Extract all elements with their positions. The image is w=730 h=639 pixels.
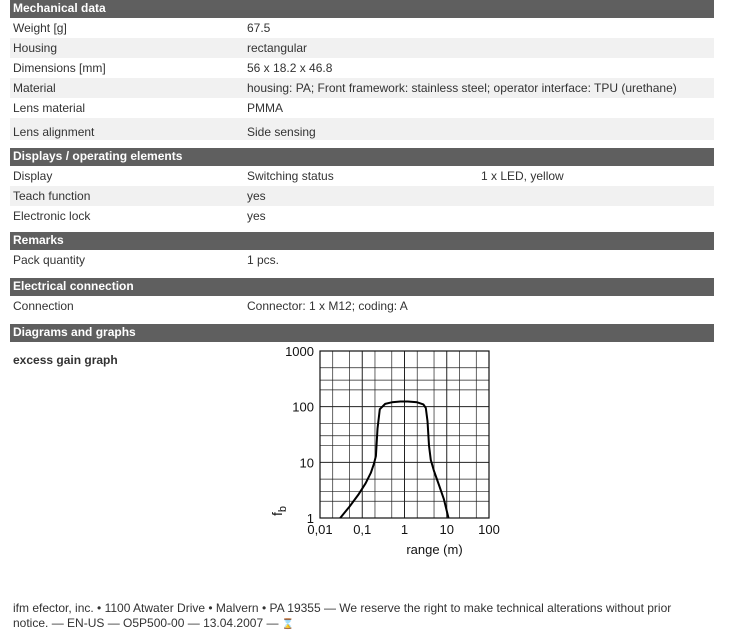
y-axis-label: $f_b$ bbox=[269, 505, 289, 516]
section-header-diagrams: Diagrams and graphs bbox=[10, 324, 714, 342]
excess-gain-chart bbox=[246, 346, 516, 578]
table-row bbox=[10, 78, 714, 98]
table-row bbox=[10, 98, 714, 118]
y-tick-label: 1000 bbox=[285, 346, 314, 359]
datasheet bbox=[10, 0, 714, 582]
footer-text: ifm efector, inc. • 1100 Atwater Drive • Malvern • PA 19355 — We reserve the right to make technical alterations without prior notice. — EN-US — O5P500-00 — 13.04.2007 — bbox=[13, 601, 672, 630]
row-value: rectangular bbox=[247, 41, 308, 55]
hourglass-icon: ⌛ bbox=[281, 619, 295, 630]
row-label: Lens material bbox=[13, 101, 86, 115]
row-value: yes bbox=[247, 209, 266, 223]
table-row bbox=[10, 250, 714, 270]
row-label: Teach function bbox=[13, 189, 91, 203]
row-label: Material bbox=[13, 81, 56, 95]
table-row bbox=[10, 58, 714, 78]
y-tick-label: 1 bbox=[306, 511, 314, 526]
table-row bbox=[10, 296, 714, 316]
diagram-label: excess gain graph bbox=[13, 353, 118, 367]
x-tick-label: 1 bbox=[400, 522, 409, 537]
row-value: 1 pcs. bbox=[247, 253, 280, 267]
section-header-displays: Displays / operating elements bbox=[10, 148, 714, 166]
row-label: Lens alignment bbox=[13, 125, 95, 139]
row-label: Display bbox=[13, 169, 53, 183]
row-label: Weight [g] bbox=[13, 21, 67, 35]
row-value: PMMA bbox=[247, 101, 283, 115]
row-value: housing: PA; Front framework: stainless steel; operator interface: TPU (urethane) bbox=[247, 81, 677, 95]
section-header-electrical: Electrical connection bbox=[10, 278, 714, 296]
x-axis-label: range (m) bbox=[406, 542, 463, 557]
row-value: 67.5 bbox=[247, 21, 271, 35]
row-label: Dimensions [mm] bbox=[13, 61, 106, 75]
footer bbox=[13, 601, 703, 632]
x-tick-label: 0,01 bbox=[307, 522, 333, 537]
y-tick-label: 10 bbox=[299, 455, 314, 471]
x-tick-label: 100 bbox=[478, 522, 500, 537]
row-value: yes bbox=[247, 189, 266, 203]
table-row bbox=[10, 38, 714, 58]
row-label: Housing bbox=[13, 41, 58, 55]
section-header-mechanical: Mechanical data bbox=[10, 0, 714, 18]
row-label: Pack quantity bbox=[13, 253, 86, 267]
diagram-area bbox=[10, 342, 714, 582]
row-value: 56 x 18.2 x 46.8 bbox=[247, 61, 333, 75]
row-label: Connection bbox=[13, 299, 74, 313]
section-header-remarks: Remarks bbox=[10, 232, 714, 250]
table-row bbox=[10, 118, 714, 140]
y-tick-label: 100 bbox=[292, 399, 314, 415]
row-label: Electronic lock bbox=[13, 209, 91, 223]
table-row bbox=[10, 166, 714, 186]
row-value: Connector: 1 x M12; coding: A bbox=[247, 299, 408, 313]
x-tick-label: 0,1 bbox=[353, 522, 372, 537]
table-row bbox=[10, 206, 714, 226]
table-row bbox=[10, 18, 714, 38]
row-value: Side sensing bbox=[247, 125, 316, 139]
row-value: Switching status bbox=[247, 169, 334, 183]
x-tick-label: 10 bbox=[439, 522, 454, 537]
table-row bbox=[10, 186, 714, 206]
row-extra: 1 x LED, yellow bbox=[481, 169, 564, 183]
excess-gain-line bbox=[340, 402, 448, 519]
